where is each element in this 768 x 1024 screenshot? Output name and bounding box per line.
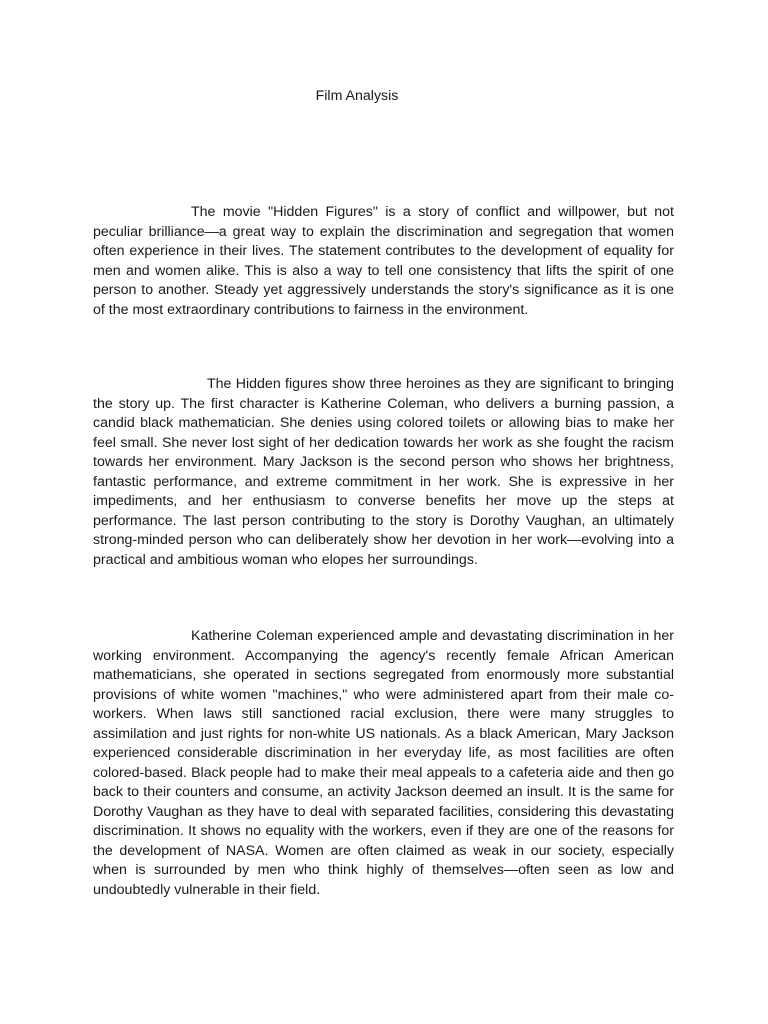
paragraph-1: The movie "Hidden Figures" is a story of conflict and willpower, but not peculiar brilliance—a great way to explain the discrimination and segregation that women often experience in their lives. The statement contributes to the development of equality for men and women alike. This is also a way to tell one consistency that lifts the spirit of one person to another. Steady yet aggressively understands the story's significance as it is one of the most extraordinary contributions to fairness in the environment. [93,204,674,318]
paragraph-3: Katherine Coleman experienced ample and devastating discrimination in her working environment. Accompanying the agency's recently female African American mathematicians, she operated in sections segregated from enormously more substantial provisions of white women "machines," who were administered apart from their male co-workers. When laws still sanctioned racial exclusion, there were many struggles to assimilation and just rights for non-white US nationals. As a black American, Mary Jackson experienced considerable discrimination in her everyday life, as most facilities are often colored-based. Black people had to make their meal appeals to a cafeteria aide and then go back to their counters and consume, an activity Jackson deemed an insult. It is the same for Dorothy Vaughan as they have to deal with separated facilities, considering this devastating discrimination. It shows no equality with the workers, even if they are one of the reasons for the development of NASA. Women are often claimed as weak in our society, especially when is surrounded by men who think highly of themselves—often seen as low and undoubtedly vulnerable in their field. [93,628,674,898]
paragraph-2: The Hidden figures show three heroines as they are significant to bringing the story up. The first character is Katherine Coleman, who delivers a burning passion, a candid black mathematician. She denies using colored toilets or allowing bias to make her feel small. She never lost sight of her dedication towards her work as she fought the racism towards her environment. Mary Jackson is the second person who shows her brightness, fantastic performance, and extreme commitment in her work. She is expressive in her impediments, and her enthusiasm to converse benefits her move up the steps at performance. The last person contributing to the story is Dorothy Vaughan, an ultimately strong-minded person who can deliberately show her devotion in her work—evolving into a practical and ambitious woman who elopes her surroundings. [93,376,674,568]
document-title: Film Analysis [315,88,399,104]
